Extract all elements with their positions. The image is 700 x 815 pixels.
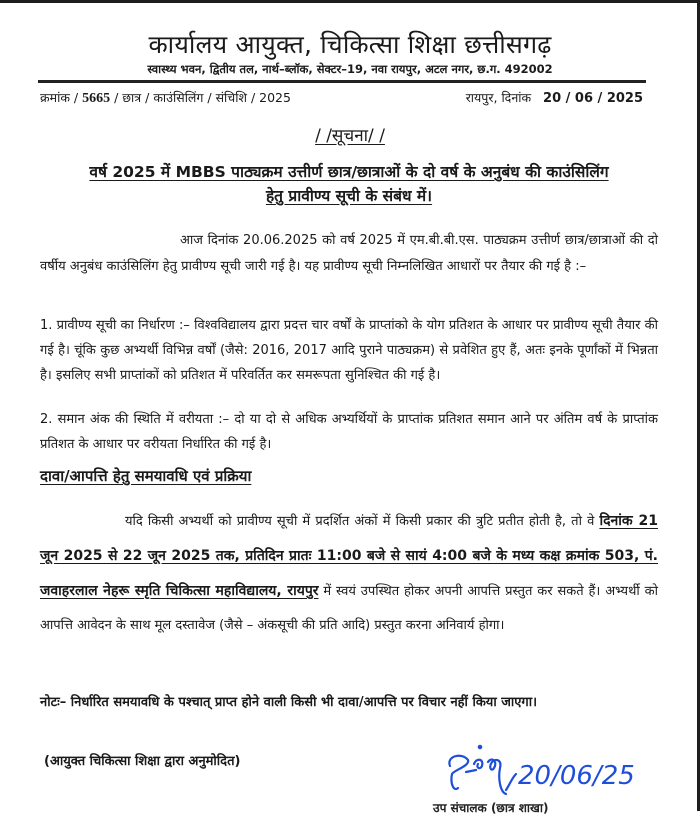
point-1-paragraph: 1. प्रावीण्य सूची का निर्धारण :– विश्वविद्यालय द्वारा प्रदत्त चार वर्षों के प्राप्तांको के योग प्रतिशत के आधार पर प्रावीण्य सूची तैयार की गई है। चूंकि कुछ अभ्यर्थी विभिन्न वर्षों (जैसे: 2016, 2017 आदि पुराने पाठ्यक्रम) से प्रवेशित हुए हैं, अतः इनके पूर्णांकों में भिन्नता है। इसलिए सभी प्राप्तांकों को प्रतिशत में परिवर्तित कर समरूपता सुनिश्चित की गई है। (40, 318, 658, 383)
reference-suffix: / छात्र / काउंसिलिंग / संचिशि / 2025 (114, 90, 291, 105)
issue-date: 20 / 06 / 2025 (543, 91, 643, 106)
office-title: कार्यालय आयुक्त, चिकित्सा शिक्षा छत्तीसगढ़ (148, 30, 552, 59)
signature (440, 744, 640, 802)
signature-date: 20/06/25 (518, 761, 635, 791)
subject-line-2: हेतु प्रावीण्य सूची के संबंध में। (265, 187, 433, 205)
intro-paragraph: आज दिनांक 20.06.2025 को वर्ष 2025 में एम.बी.बी.एस. पाठ्यक्रम उत्तीर्ण छात्र/छात्राओं की दो वर्षीय अनुबंध काउंसिलिंग हेतु प्रावीण्य सूची जारी गई है। यह प्रावीण्य सूची निम्नलिखित आधारों पर तैयार की गई है :– (40, 233, 658, 274)
place-date-block (466, 89, 643, 108)
approval-text: (आयुक्त चिकित्सा शिक्षा द्वारा अनुमोदित) (44, 754, 241, 769)
claims-text-2: में स्वयं उपस्थित होकर अपनी आपत्ति प्रस्तुत कर सकते हैं। अभ्यर्थी को आपत्ति आवेदन के साथ मूल दस्तावेज (जैसे – अंकसूची की प्रति आदि) प्रस्तुत करना अनिवार्य होगा। (40, 584, 658, 633)
reference-line (40, 89, 643, 108)
reference-number-block (40, 89, 291, 108)
office-address: स्वास्थ्य भवन, द्वितीय तल, नार्थ–ब्लॉक, सेक्टर–19, नवा रायपुर, अटल नगर, छ.ग. 492002 (147, 62, 553, 76)
point-2-paragraph: 2. समान अंक की स्थिति में वरीयता :– दो या दो से अधिक अभ्यर्थियों के प्राप्तांक प्रतिशत समान आने पर अंतिम वर्ष के प्राप्तांक प्रतिशत के आधार पर वरीयता निर्धारित की गई है। (40, 412, 658, 452)
note-paragraph: नोटः– निर्धारित समयावधि के पश्चात् प्राप्त होने वाली किसी भी दावा/आपत्ति पर विचार नहीं किया जाएगा। (40, 695, 538, 710)
claims-text-1: यदि किसी अभ्यर्थी को प्रावीण्य सूची में प्रदर्शित अंकों में किसी प्रकार की त्रुटि प्रतीत होती है, तो वे (125, 514, 600, 529)
subject (40, 160, 658, 208)
notice-heading (0, 125, 700, 147)
reference-number: 5665 (82, 91, 111, 106)
reference-prefix: क्रमांक / (40, 90, 79, 105)
claims-schedule-venue: दिनांक 21 जून 2025 से 22 जून 2025 तक, प्रतिदिन प्रातः 11:00 बजे से सायं 4:00 बजे के मध्य कक्ष क्रमांक 503, पं. जवाहरलाल नेहरू स्मृति चिकित्सा महाविद्यालय, रायपुर (40, 513, 658, 599)
place-date-label: रायपुर, दिनांक (465, 90, 532, 105)
notice-heading-text: / /सूचना/ / (315, 126, 385, 146)
header-divider (38, 80, 646, 83)
signature-icon (440, 744, 640, 802)
claims-heading: दावा/आपत्ति हेतु समयावधि एवं प्रक्रिया (40, 467, 252, 485)
subject-line-1: वर्ष 2025 में MBBS पाठ्यक्रम उत्तीर्ण छात्र/छात्राओं के दो वर्ष के अनुबंध की काउंसिलिंग (89, 163, 609, 181)
claims-paragraph (40, 504, 658, 643)
designation-text: उप संचालक (छात्र शाखा) (433, 801, 549, 815)
